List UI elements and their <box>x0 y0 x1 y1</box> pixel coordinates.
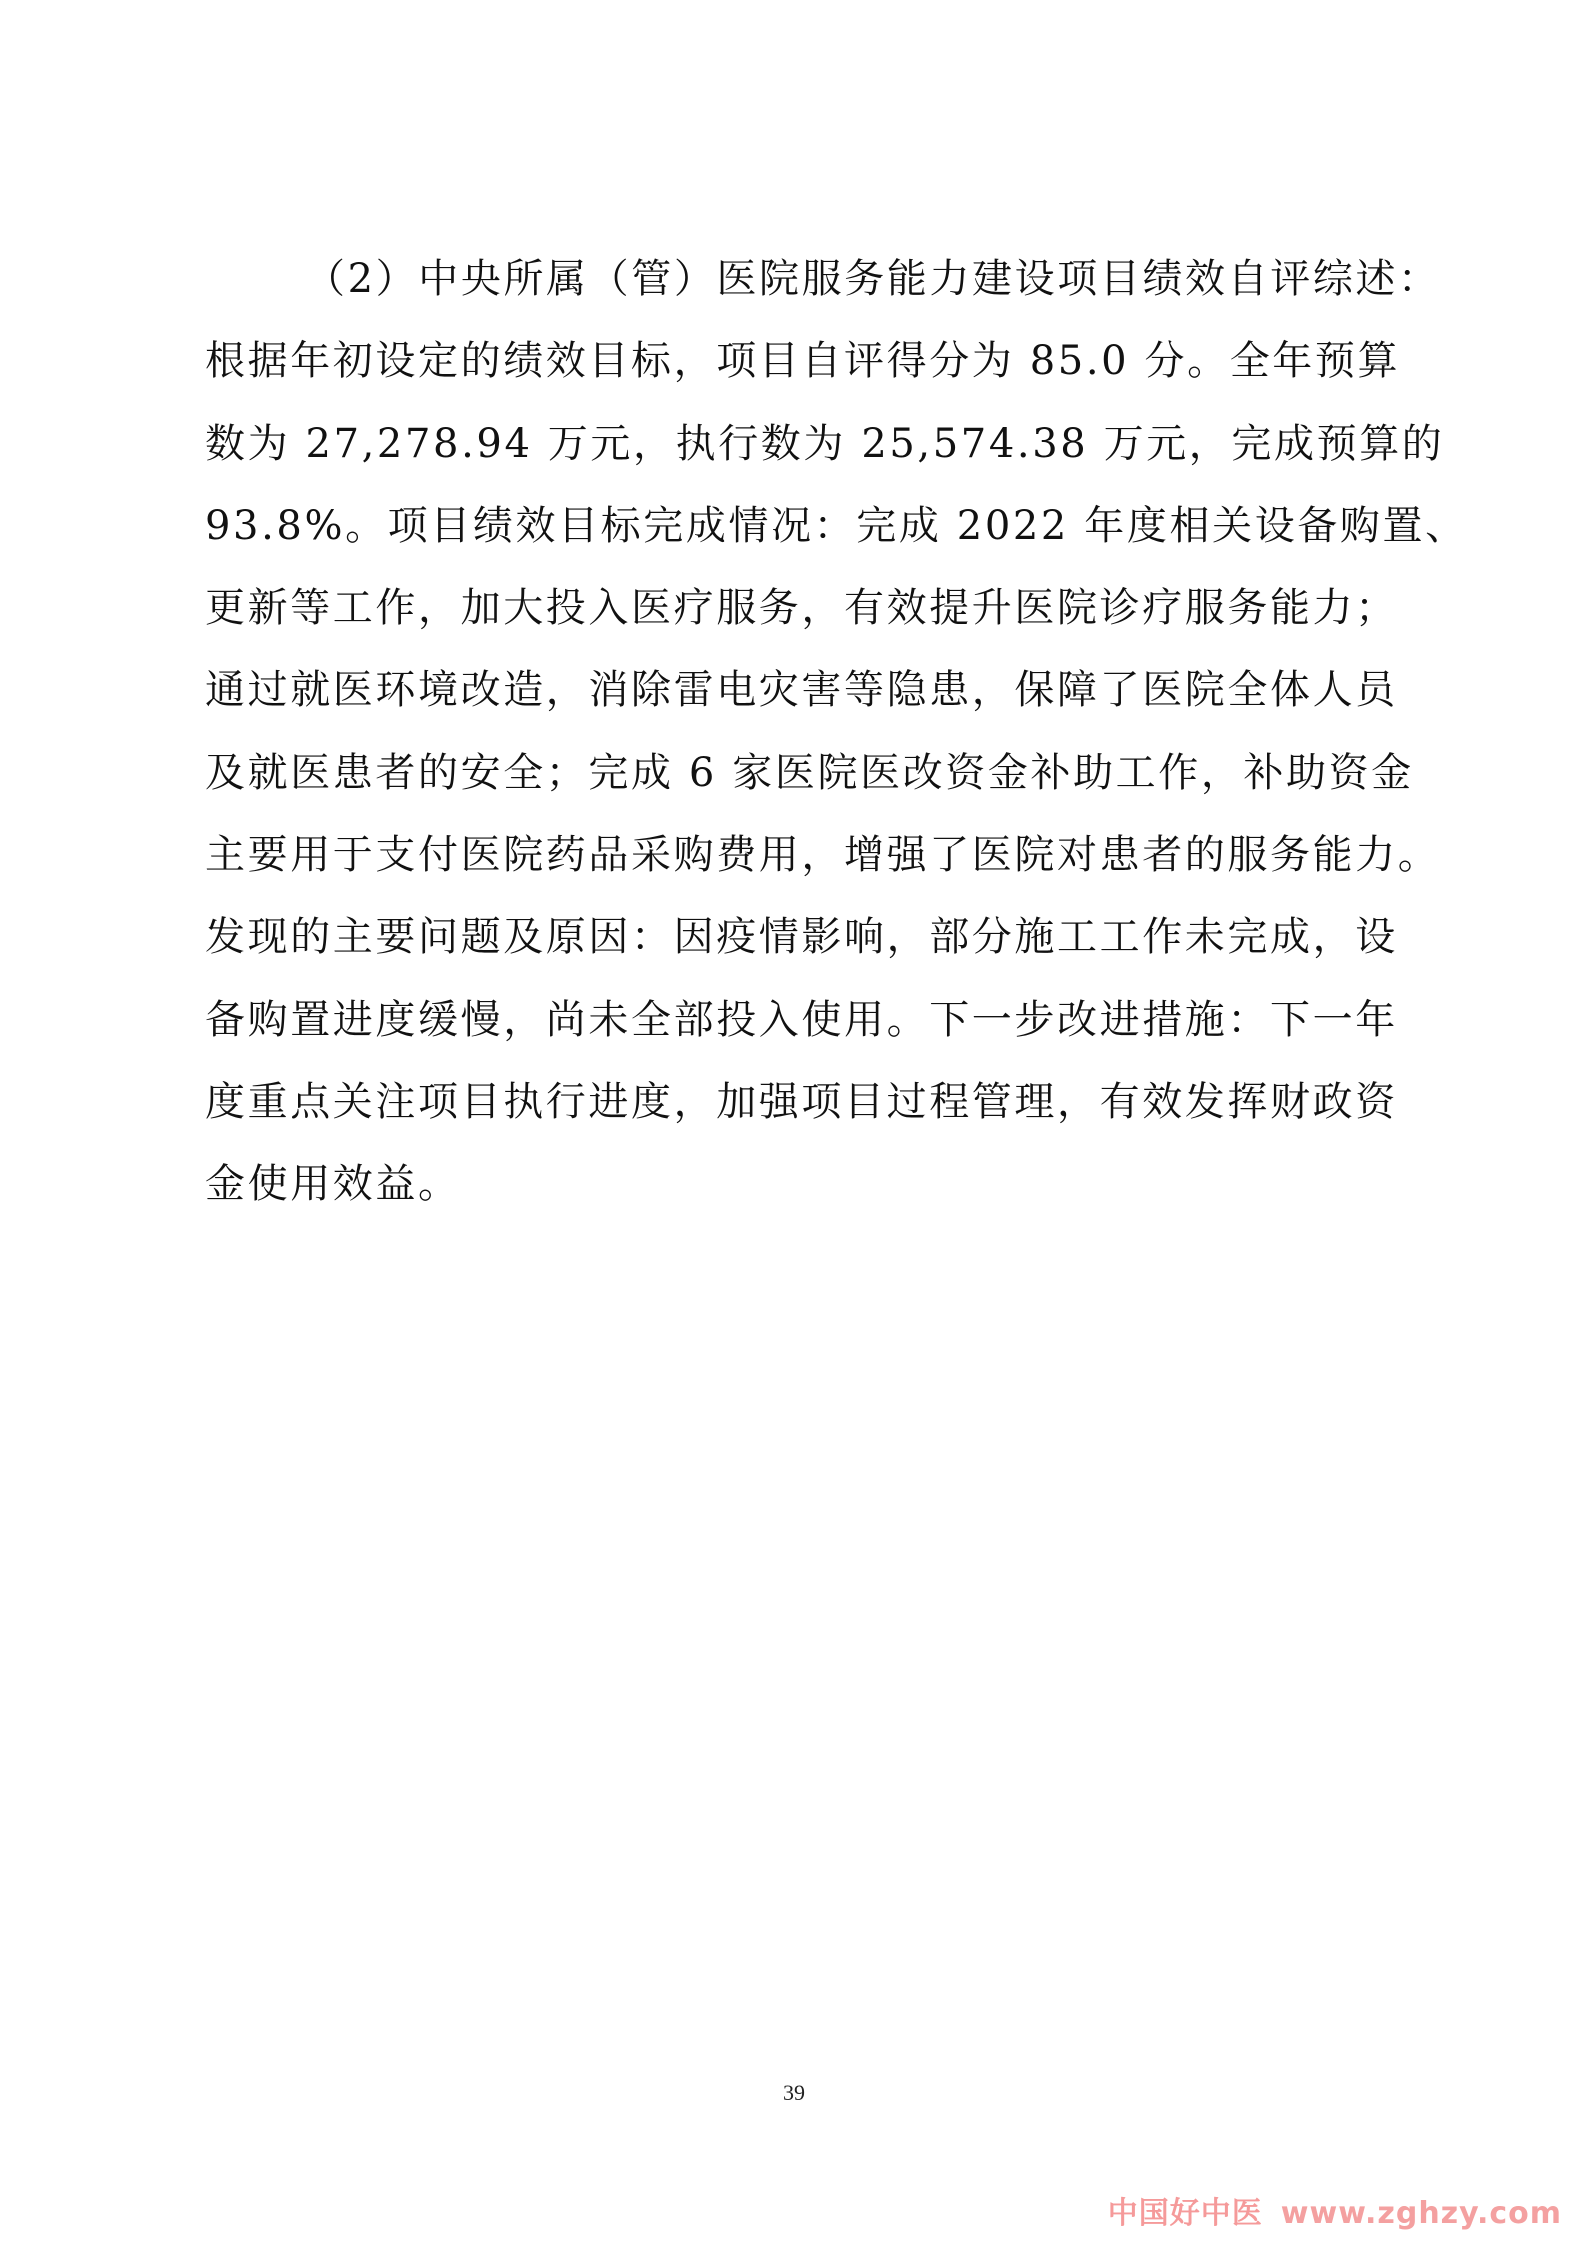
paragraph-line: 数为 27,278.94 万元，执行数为 25,574.38 万元，完成预算的 <box>205 420 1445 467</box>
watermark-site-name: 中国好中医 <box>1107 2196 1263 2231</box>
paragraph-line: 备购置进度缓慢，尚未全部投入使用。下一步改进措施：下一年 <box>205 996 1398 1043</box>
paragraph-line: 金使用效益。 <box>205 1161 461 1208</box>
body-paragraph <box>205 238 1468 1226</box>
paragraph-line: 主要用于支付医院药品采购费用，增强了医院对患者的服务能力。 <box>205 832 1441 879</box>
paragraph-line: 发现的主要问题及原因：因疫情影响，部分施工工作未完成，设 <box>205 914 1398 961</box>
paragraph-line: 及就医患者的安全；完成 6 家医院医改资金补助工作，补助资金 <box>205 749 1414 796</box>
paragraph-line: 度重点关注项目执行进度，加强项目过程管理，有效发挥财政资 <box>205 1078 1398 1125</box>
paragraph-line: 根据年初设定的绩效目标，项目自评得分为 85.0 分。全年预算 <box>205 338 1401 385</box>
paragraph-line: （2）中央所属（管）医院服务能力建设项目绩效自评综述： <box>305 256 1441 302</box>
watermark-url: www.zghzy.com <box>1280 2196 1562 2231</box>
paragraph-line: 通过就医环境改造，消除雷电灾害等隐患，保障了医院全体人员 <box>205 667 1398 714</box>
paragraph-line: 更新等工作，加大投入医疗服务，有效提升医院诊疗服务能力； <box>205 585 1398 632</box>
paragraph-line: 93.8%。项目绩效目标完成情况：完成 2022 年度相关设备购置、 <box>205 502 1468 549</box>
site-watermark <box>1108 2188 1562 2232</box>
page-number: 39 <box>783 2080 805 2105</box>
